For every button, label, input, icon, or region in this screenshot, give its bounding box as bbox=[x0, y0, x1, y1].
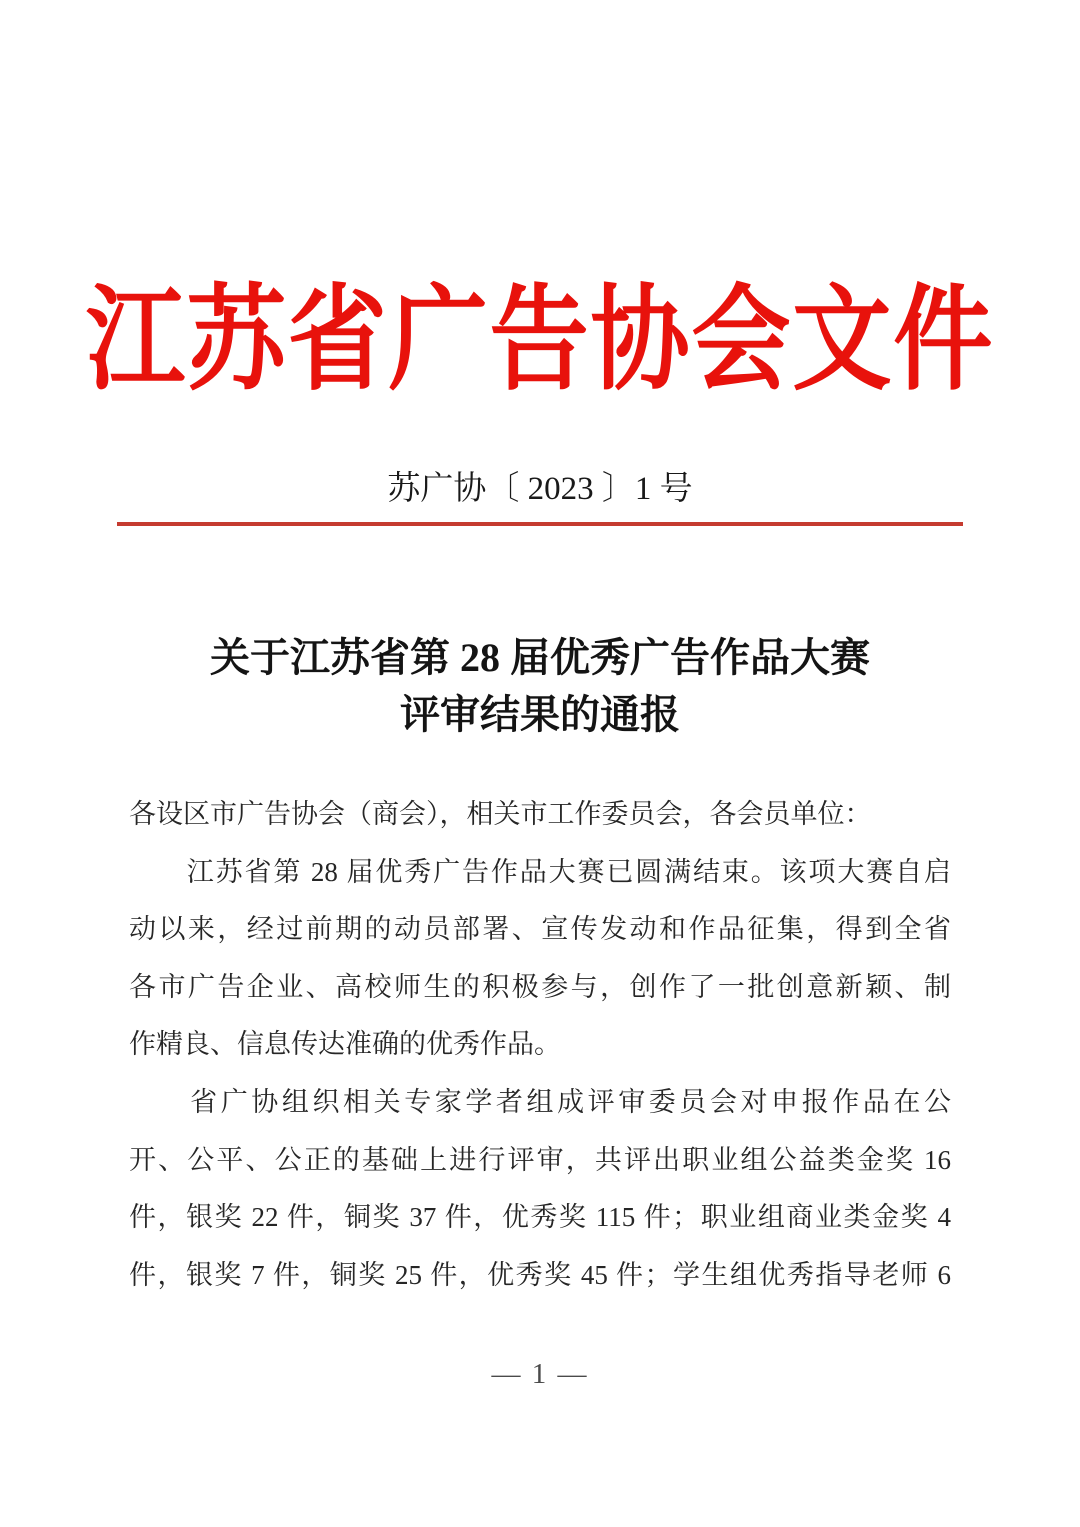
document-title bbox=[0, 629, 1080, 743]
body-line-salutation: 各设区市广告协会（商会），相关市工作委员会，各会员单位： bbox=[129, 799, 872, 829]
body-line: 件，银奖 7 件，铜奖 25 件，优秀奖 45 件；学生组优秀指导老师 6 bbox=[129, 1259, 951, 1290]
body-line: 开、公平、公正的基础上进行评审，共评出职业组公益类金奖 16 bbox=[129, 1144, 951, 1175]
body-line: 各市广告企业、高校师生的积极参与，创作了一批创意新颖、制 bbox=[129, 971, 951, 1002]
document-title-line2: 评审结果的通报 bbox=[400, 692, 680, 737]
letterhead-divider-rule bbox=[117, 522, 963, 526]
letterhead-title: 江苏省广告协会文件 bbox=[85, 277, 995, 404]
body-line: 省广协组织相关专家学者组成评审委员会对申报作品在公 bbox=[129, 1086, 951, 1117]
body-line: 作精良、信息传达准确的优秀作品。 bbox=[129, 1029, 561, 1060]
document-body bbox=[129, 786, 951, 1304]
document-number: 苏广协〔 2023 〕1 号 bbox=[387, 471, 693, 507]
body-line: 动以来，经过前期的动员部署、宣传发动和作品征集，得到全省 bbox=[129, 914, 951, 945]
body-line: 件，银奖 22 件，铜奖 37 件，优秀奖 115 件；职业组商业类金奖 4 bbox=[129, 1202, 951, 1233]
body-line: 江苏省第 28 届优秀广告作品大赛已圆满结束。该项大赛自启 bbox=[129, 856, 951, 887]
page-number: — 1 — bbox=[491, 1358, 589, 1390]
document-title-line1: 关于江苏省第 28 届优秀广告作品大赛 bbox=[210, 635, 870, 680]
